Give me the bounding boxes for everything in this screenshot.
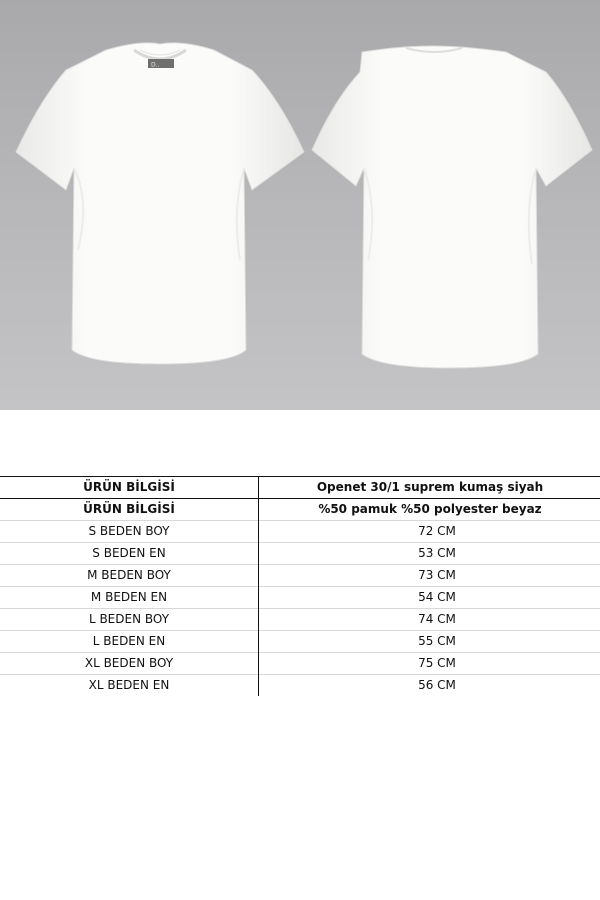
spec-label: L BEDEN BOY [0, 609, 259, 631]
table-row [0, 477, 600, 499]
table-row [0, 587, 600, 609]
spec-label: ÜRÜN BİLGİSİ [0, 499, 259, 521]
neck-tag-icon [148, 59, 174, 69]
neck-tag-text: D.. [151, 61, 160, 69]
spec-label: M BEDEN BOY [0, 565, 259, 587]
table-row [0, 499, 600, 521]
spec-value: 74 CM [418, 612, 456, 626]
spec-value: 75 CM [418, 656, 456, 670]
table-row [0, 609, 600, 631]
spec-value: Openet 30/1 suprem kumaş siyah [316, 480, 544, 494]
spec-label: XL BEDEN BOY [0, 653, 259, 675]
spec-value: %50 pamuk %50 polyester beyaz [318, 502, 542, 516]
spec-value: 56 CM [418, 678, 456, 692]
spec-label: ÜRÜN BİLGİSİ [0, 477, 259, 499]
tshirt-front-icon [16, 43, 304, 364]
spec-value: 55 CM [418, 634, 456, 648]
table-row [0, 543, 600, 565]
spec-label: S BEDEN EN [0, 543, 259, 565]
spec-label: S BEDEN BOY [0, 521, 259, 543]
table-row [0, 653, 600, 675]
spec-value: 72 CM [418, 524, 456, 538]
product-spec-table [0, 476, 600, 696]
tshirt-back-icon [312, 46, 592, 368]
table-row [0, 565, 600, 587]
table-row [0, 631, 600, 653]
product-photo [0, 0, 600, 410]
spec-value: 73 CM [418, 568, 456, 582]
table-row [0, 521, 600, 543]
spec-value: 54 CM [418, 590, 456, 604]
spec-label: M BEDEN EN [0, 587, 259, 609]
spec-label: XL BEDEN EN [0, 675, 259, 697]
spec-value: 53 CM [418, 546, 456, 560]
spec-label: L BEDEN EN [0, 631, 259, 653]
table-row [0, 675, 600, 697]
